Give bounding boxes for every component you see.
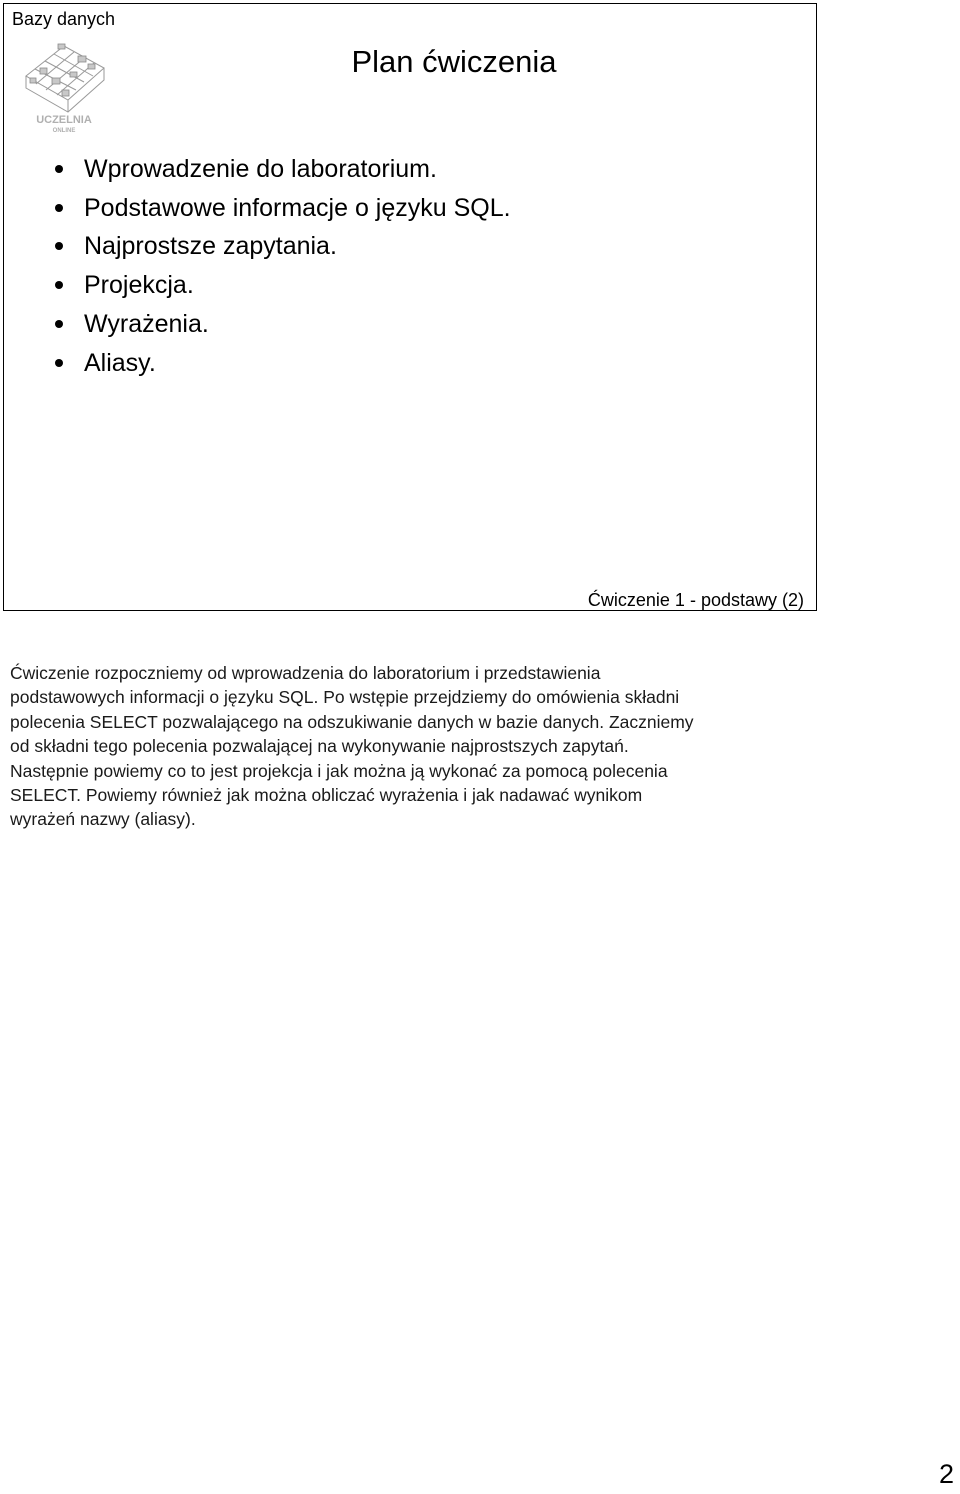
list-item-text: Wyrażenia. <box>84 309 209 338</box>
notes-line: wyrażeń nazwy (aliasy). <box>10 809 196 830</box>
page-number: 2 <box>938 1459 954 1489</box>
bullet-icon <box>55 204 63 212</box>
agenda-list <box>54 150 511 382</box>
logo-text-line1: UCZELNIA <box>36 114 92 126</box>
list-item-text: Projekcja. <box>84 271 194 300</box>
bullet-icon <box>55 320 63 328</box>
list-item <box>54 305 511 344</box>
bullet-icon <box>55 165 63 173</box>
slide-footer: Ćwiczenie 1 - podstawy (2) <box>587 590 804 610</box>
list-item <box>54 227 511 266</box>
notes-line: Następnie powiemy co to jest projekcja i jak można ją wykonać za pomocą polecenia <box>10 760 668 781</box>
list-item <box>54 150 511 189</box>
list-item <box>54 266 511 305</box>
list-item <box>54 189 511 228</box>
slide-title: Plan ćwiczenia <box>351 44 557 79</box>
course-title: Bazy danych <box>12 9 116 29</box>
university-logo-icon <box>18 38 110 134</box>
list-item <box>54 344 511 383</box>
speaker-notes <box>10 661 810 832</box>
list-item-text: Wprowadzenie do laboratorium. <box>84 155 437 183</box>
logo-text-line2: ONLINE <box>52 128 76 134</box>
list-item-text: Aliasy. <box>84 348 156 377</box>
notes-line: Ćwiczenie rozpoczniemy od wprowadzenia do laboratorium i przedstawienia <box>10 663 601 683</box>
bullet-icon <box>55 359 63 367</box>
slide <box>3 3 817 611</box>
bullet-icon <box>55 281 63 289</box>
notes-line: podstawowych informacji o języku SQL. Po wstępie przejdziemy do omówienia składni <box>10 687 680 708</box>
notes-line: SELECT. Powiemy również jak można obliczać wyrażenia i jak nadawać wynikom <box>10 785 643 806</box>
notes-line: od składni tego polecenia pozwalającej na wykonywanie najprostszych zapytań. <box>10 736 629 757</box>
list-item-text: Podstawowe informacje o języku SQL. <box>84 193 511 222</box>
list-item-text: Najprostsze zapytania. <box>84 232 337 261</box>
notes-line: polecenia SELECT pozwalającego na odszukiwanie danych w bazie danych. Zaczniemy <box>10 711 694 732</box>
bullet-icon <box>55 242 63 250</box>
